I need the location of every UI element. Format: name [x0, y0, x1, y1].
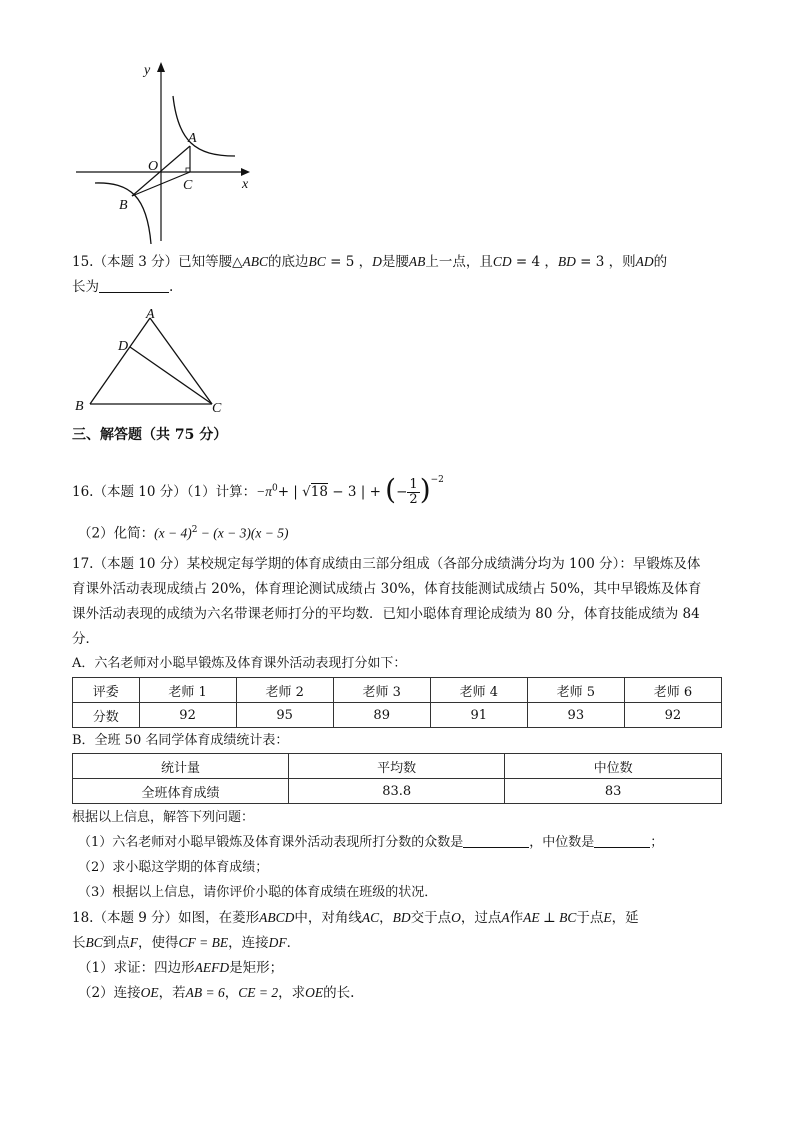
q18-text: （2）连接 [78, 985, 141, 1001]
q18-text: 于点 [576, 910, 604, 926]
q16-math: − [396, 484, 408, 500]
q16-part1-label: （1）计算： [186, 484, 257, 500]
q15-var: AD [635, 254, 654, 269]
table-cell: 老师 2 [236, 678, 333, 703]
table-cell: 老师 6 [624, 678, 721, 703]
class-stats-table [72, 753, 722, 804]
fraction [407, 478, 419, 507]
q18-var: AC [361, 910, 380, 925]
table-cell: 91 [430, 703, 527, 728]
fraction-numerator: 1 [409, 477, 418, 492]
q16-part2-label: （2）化简： [78, 525, 155, 542]
segment-ac [150, 318, 212, 404]
y-axis-arrow [157, 62, 165, 72]
q15-text: . [169, 279, 174, 295]
q18-text: 中，对角线 [294, 910, 362, 926]
q16-math: −2 [430, 475, 444, 485]
segment-dc [130, 347, 212, 404]
q18-var: AE ⊥ BC [523, 910, 577, 925]
q18-points: （本题 9 分） [93, 910, 179, 926]
q16-points: （本题 10 分） [93, 484, 187, 500]
q18-text: （1）求证：四边形 [78, 960, 195, 976]
q17-a-title: A．六名老师对小聪早锻炼及体育课外活动表现打分如下： [72, 656, 407, 671]
q17-number: 17. [72, 556, 94, 572]
q16-number: 16. [72, 484, 94, 500]
table-cell: 92 [139, 703, 236, 728]
fraction-denominator: 2 [409, 492, 418, 507]
q18-text: 是矩形； [229, 960, 284, 976]
q16-line1 [72, 460, 444, 512]
q18-text: 的长. [323, 985, 355, 1001]
table-cell: 老师 5 [527, 678, 624, 703]
q18-text: 交于点 [410, 910, 452, 926]
hyperbola-figure [70, 56, 260, 246]
label-d: D [118, 339, 129, 354]
label-y: y [144, 63, 151, 78]
answer-blank-median[interactable] [594, 833, 650, 848]
q15-text: 的底边 [268, 254, 309, 270]
q18-var: CE = 2 [238, 985, 279, 1000]
answer-blank-mode[interactable] [463, 833, 529, 848]
q18-text: ，过点 [460, 910, 502, 926]
q18-var: F [129, 935, 139, 950]
label-a: A [188, 131, 197, 146]
q18-text: 到点 [102, 935, 130, 951]
q18-var: OE [305, 985, 324, 1000]
table-cell: 全班体育成绩 [73, 779, 289, 804]
q18-var: A [501, 910, 510, 925]
table-cell: 93 [527, 703, 624, 728]
q15-points: （本题 3 分） [93, 254, 179, 270]
q15-text: 的 [653, 254, 668, 270]
q15-var: BD [557, 254, 576, 269]
table-cell: 老师 1 [139, 678, 236, 703]
q17-sub2: （2）求小聪这学期的体育成绩； [78, 860, 269, 875]
table-cell: 老师 3 [333, 678, 430, 703]
q17-sub1-text: ； [650, 835, 664, 850]
q17-prompt: 根据以上信息，解答下列问题： [72, 810, 255, 825]
section-title: 三、解答题（共 75 分） [72, 427, 228, 443]
q15-line2 [72, 277, 173, 297]
table-row [73, 678, 722, 703]
q15-text: 已知等腰△ [178, 254, 243, 270]
q16-math: 18 [310, 484, 328, 500]
q18-text: ，连接 [228, 935, 269, 951]
q18-var: O [451, 910, 461, 925]
q18-text: ， [379, 910, 393, 926]
label-o: O [148, 159, 159, 174]
x-axis-arrow [241, 168, 250, 176]
q18-text: ， [224, 985, 239, 1001]
table-row [73, 703, 722, 728]
q18-var: CF = BE [178, 935, 229, 950]
q15-var: AB [408, 254, 426, 269]
q18-var: BD [392, 910, 411, 925]
q17-sub3: （3）根据以上信息，请你评价小聪的体育成绩在班级的状况． [78, 885, 438, 900]
label-c: C [212, 401, 222, 416]
q17-sub1 [78, 833, 663, 853]
q18-var: OE [140, 985, 159, 1000]
q18-text: 如图，在菱形 [178, 910, 260, 926]
table-cell: 分数 [73, 703, 140, 728]
hyperbola-branch-right [173, 96, 235, 156]
q18-text: 长 [72, 935, 86, 951]
segment-ab [90, 318, 150, 404]
q15-number: 15. [72, 254, 94, 270]
q18-text: ，延 [611, 910, 639, 926]
triangle-figure [72, 304, 232, 418]
table-cell: 83.8 [289, 779, 505, 804]
q17-line2: 育课外活动表现成绩占 20%，体育理论测试成绩占 30%，体育技能测试成绩占 50%，其中早锻炼及体育 [72, 581, 702, 597]
q16-math: −π [256, 484, 272, 499]
right-angle-mark [186, 168, 190, 172]
table-cell: 统计量 [73, 754, 289, 779]
q18-text: ，求 [278, 985, 306, 1001]
q18-line2 [72, 933, 300, 953]
q15-var: D [372, 254, 382, 269]
q18-var: DF [268, 935, 287, 950]
q18-text: 作 [509, 910, 524, 926]
q18-var: E [603, 910, 612, 925]
table-cell: 83 [505, 779, 722, 804]
teacher-scores-table [72, 677, 722, 728]
q16-math: + | [277, 484, 303, 500]
q17-line3: 课外活动表现的成绩为六名带课老师打分的平均数．已知小聪体育理论成绩为 80 分，体育技能成绩为 84 [72, 606, 700, 622]
q17-sub1-text: （1）六名老师对小聪早锻炼及体育课外活动表现所打分数的众数是 [78, 835, 464, 850]
q17-sub1-text: ，中位数是 [529, 835, 595, 850]
label-a: A [146, 307, 155, 322]
q17-line4: 分． [72, 631, 99, 647]
q17-points: （本题 10 分） [93, 556, 187, 572]
q15-line1 [72, 252, 667, 272]
q18-var: BC [85, 935, 103, 950]
q16-math: − (x − 3)(x − 5) [197, 525, 289, 541]
table-cell: 92 [624, 703, 721, 728]
sqrt-sign: √ [302, 484, 311, 500]
q15-text: 长为 [72, 279, 99, 295]
q18-var: AEFD [194, 960, 230, 975]
q15-var: CD [492, 254, 512, 269]
q15-text: = 3 ，则 [575, 254, 636, 270]
table-cell: 89 [333, 703, 430, 728]
q17-text: 某校规定每学期的体育成绩由三部分组成（各部分成绩满分均为 100 分）：早锻炼及体 [186, 556, 701, 572]
answer-blank[interactable] [99, 278, 169, 293]
q15-text: 是腰 [381, 254, 409, 270]
q16-math: 2 [191, 525, 198, 535]
table-cell: 中位数 [505, 754, 722, 779]
q15-var: ABC [242, 254, 269, 269]
table-cell: 95 [236, 703, 333, 728]
q16-math: 0 [271, 483, 278, 494]
table-row [73, 779, 722, 804]
q18-text: ，使得 [138, 935, 179, 951]
table-cell: 评委 [73, 678, 140, 703]
q16-line2 [78, 520, 288, 544]
q17-line1 [72, 554, 700, 574]
q18-var: ABCD [259, 910, 295, 925]
q16-math: (x − 4) [154, 525, 192, 541]
table-cell: 老师 4 [430, 678, 527, 703]
q18-sub1 [78, 958, 283, 978]
q16-math: ( [385, 473, 397, 506]
label-c: C [183, 178, 193, 193]
q18-var: AB = 6 [185, 985, 225, 1000]
q15-text: = 5 ， [325, 254, 373, 270]
q15-text: 上一点，且 [425, 254, 493, 270]
q18-line1 [72, 908, 639, 928]
label-b: B [119, 198, 128, 213]
table-cell: 平均数 [289, 754, 505, 779]
label-x: x [242, 177, 249, 192]
q18-sub2 [78, 983, 354, 1003]
q18-text: ，若 [158, 985, 186, 1001]
q15-text: = 4 ， [511, 254, 558, 270]
q16-math: − 3 | + [327, 484, 386, 500]
q18-text: ． [286, 935, 301, 951]
q17-b-title: B．全班 50 名同学体育成绩统计表： [72, 733, 289, 748]
label-b: B [75, 399, 84, 414]
q15-var: BC [308, 254, 326, 269]
table-row [73, 754, 722, 779]
q18-number: 18. [72, 910, 94, 926]
q16-math: ) [419, 473, 431, 506]
